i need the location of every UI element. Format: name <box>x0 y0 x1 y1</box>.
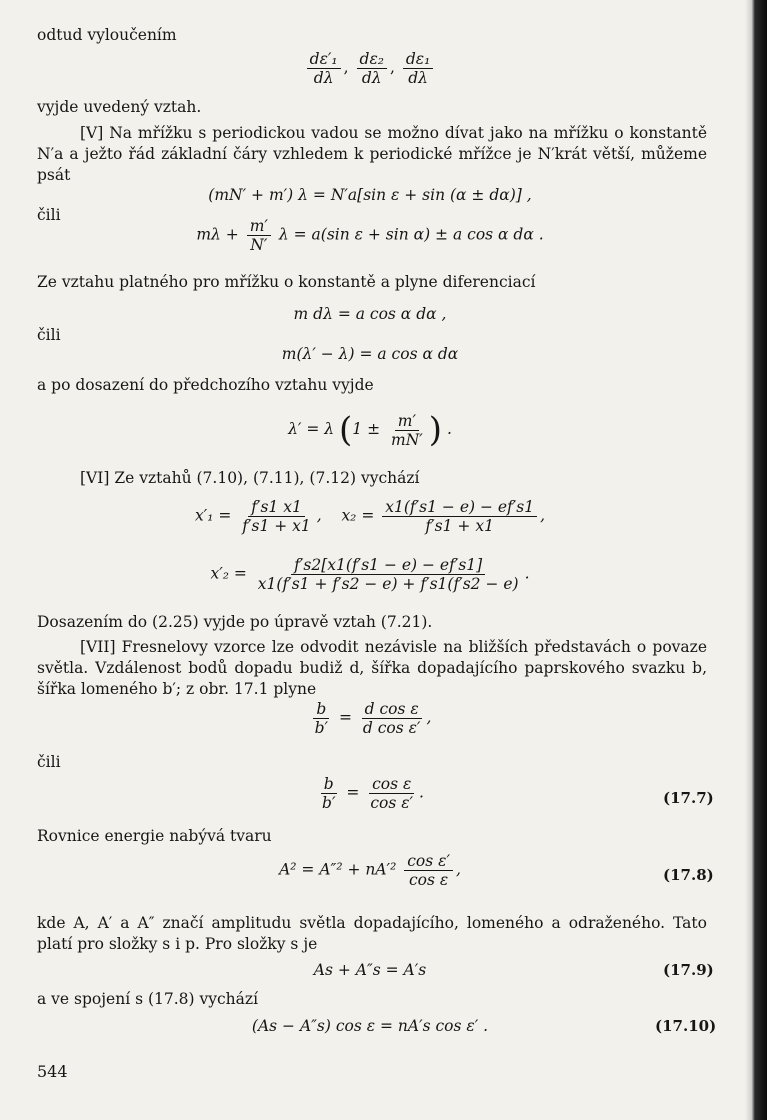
eq-vi1-den1: f′s1 + x1 <box>242 517 311 535</box>
eq-177-den2: cos ε′ <box>370 794 414 812</box>
text-line-p2: vyjde uvedený vztah. <box>37 98 202 116</box>
eq-v2-den: N′ <box>250 236 268 254</box>
eq-vi1-den2: f′s1 + x1 <box>425 517 494 535</box>
sep-2: , <box>389 58 395 77</box>
eq-vi1-x1: x′₁ = <box>194 506 232 525</box>
equation-17-9: As + A″s = A′s <box>313 961 427 979</box>
eq-vi2-den: x1(f′s1 + f′s2 − e) + f′s1(f′s2 − e) <box>257 575 519 593</box>
equation-17-10: (As − A″s) cos ε = nA′s cos ε′ . <box>251 1017 489 1035</box>
equation-v3: m dλ = a cos α dα , <box>293 305 447 323</box>
eq-v2-right: λ = a(sin ε + sin α) ± a cos α dα . <box>278 225 544 244</box>
equation-vii1: $\frac{b}{b'}$ = $\frac{\text{d cos ε}}{\text{d cos ε′}}$ , <box>0 700 740 737</box>
eq-vii1-den1: b′ <box>314 719 329 737</box>
eq-v5-num: m′ <box>395 412 419 431</box>
text-line-p1: odtud vyloučením <box>37 26 177 44</box>
equation-17-7: $\frac{b}{b'}$ = $\frac{\text{cos ε}}{\text{cos ε′}}$ . <box>0 775 740 812</box>
eq-178-left: A² = A″² + nA′² <box>279 860 397 879</box>
eq-v5-left: λ′ = λ <box>288 420 335 438</box>
text-line-p9: Dosazením do (2.25) vyjde po úpravě vztah (7.21). <box>37 613 433 631</box>
eq-vii1-num2: d cos ε <box>362 700 422 719</box>
eq-vii1-den2: d cos ε′ <box>362 719 421 737</box>
paragraph-p13: kde A, A′ a A″ značí amplitudu světla dopadajícího, lomeného a odraženého. Tato platí pro složky s i p. Pro složky s je <box>37 914 707 953</box>
eq-v2-num: m′ <box>247 217 271 236</box>
eq-vi2-num: f′s2[x1(f′s1 − e) − ef′s1] <box>291 556 485 575</box>
frac-den-1: dλ <box>313 69 334 87</box>
eq-v5-end: . <box>446 420 452 438</box>
frac-den-2: dλ <box>361 69 382 87</box>
book-spine-edge <box>745 0 767 1120</box>
frac-den-3: dλ <box>408 69 428 87</box>
equation-vi1: x′₁ = $\frac{f's1 x1}{f's1 + x1}$ , x₂ = $\frac{x1(f's1 - e) - ef's1}{f's1 + x1}$ , <box>194 498 546 535</box>
equation-derivatives <box>0 50 740 87</box>
paragraph-vi: [VI] Ze vztahů (7.10), (7.11), (7.12) vychází <box>80 469 420 487</box>
eq-177-den1: b′ <box>322 794 336 812</box>
eq-178-num: cos ε′ <box>404 852 453 871</box>
frac-num-3: dε₁ <box>403 50 433 69</box>
eq-vii1-num1: b <box>313 700 329 719</box>
equation-17-8: A² = A″² + nA′² $\frac{\text{cos ε′}}{\text{cos ε}}$ , <box>279 852 461 889</box>
eq-177-num2: cos ε <box>369 775 414 794</box>
equation-v5: λ′ = λ (1 ± $\frac{m'}{mN'}$ ) . <box>288 410 452 450</box>
equation-v1: (mN′ + m′) λ = N′a[sin ε + sin (α ± dα)] , <box>208 186 532 204</box>
text-line-p14: a ve spojení s (17.8) vychází <box>37 990 259 1008</box>
eq-vi1-x2: x₂ = <box>341 506 375 525</box>
text-line-cili-1: čili <box>37 206 61 224</box>
eq-177-num1: b <box>321 775 337 794</box>
frac-num-1: dε′₁ <box>307 50 341 69</box>
eq-vi2-left: x′₂ = <box>210 564 247 583</box>
paragraph-vii: [VII] Fresnelovy vzorce lze odvodit nezávisle na bližších představách o povaze světla. Vzdálenost bodů dopadu budiž d, šířka dopadajícího paprskového svazku b, šířka lomeného b′; z obr. 17.1 plyne <box>37 638 707 698</box>
eq-vi1-num1: f′s1 x1 <box>248 498 305 517</box>
paragraph-v: [V] Na mřížku s periodickou vadou se možno dívat jako na mřížku o konstantě N′a a ježto řád základní čáry vzhledem k periodické mřížce je N′krát větší, můžeme psát <box>37 124 707 184</box>
eq-vi1-num2: x1(f′s1 − e) − ef′s1 <box>382 498 537 517</box>
text-line-p7: a po dosazení do předchozího vztahu vyjde <box>37 376 374 394</box>
text-line-cili-2: čili <box>37 326 61 344</box>
equation-vi2: x′₂ = $\frac{f's2[x1(f's1 - e) - ef's1]}{x1(f's1 + f's2 - e) + f's1(f's2 - e)}$ . <box>210 556 530 593</box>
eq-178-den: cos ε <box>408 871 449 889</box>
equation-number-17-9: (17.9) <box>663 961 714 979</box>
equation-number-17-8: (17.8) <box>663 866 714 884</box>
text-line-p5: Ze vztahu platného pro mřížku o konstantě a plyne diferenciací <box>37 273 536 291</box>
eq-v5-inner: 1 ± <box>352 420 381 438</box>
eq-v5-den: mN′ <box>391 430 423 449</box>
equation-number-17-7: (17.7) <box>663 789 714 807</box>
equation-v2 <box>0 217 740 254</box>
equation-v4: m(λ′ − λ) = a cos α dα <box>281 345 459 363</box>
sep-1: , <box>343 58 349 77</box>
text-line-p12: Rovnice energie nabývá tvaru <box>37 827 272 845</box>
text-line-cili-3: čili <box>37 753 61 771</box>
equation-number-17-10: (17.10) <box>655 1017 717 1035</box>
eq-v2-left: mλ + <box>196 225 239 244</box>
frac-num-2: dε₂ <box>357 50 387 69</box>
page-number: 544 <box>37 1062 68 1081</box>
